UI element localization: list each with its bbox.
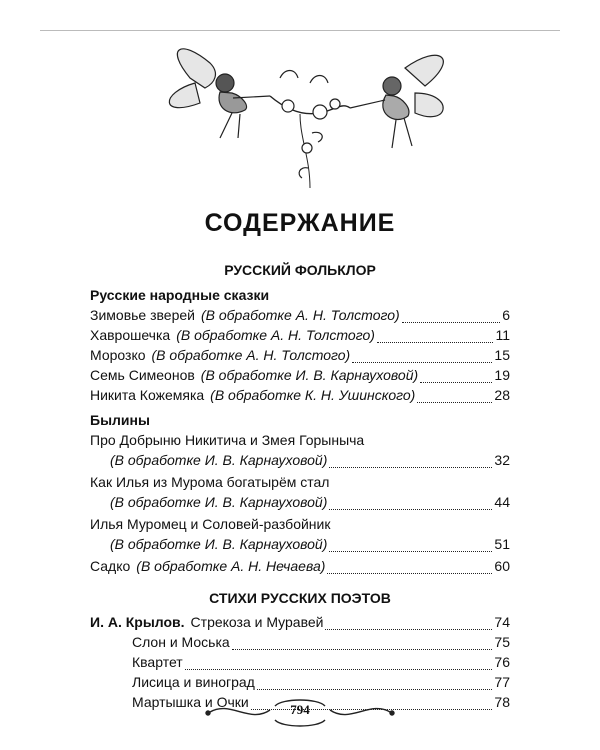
toc-entry[interactable] [90, 367, 510, 387]
toc-entry[interactable] [110, 536, 510, 556]
entry-note: (В обработке А. Н. Толстого) [151, 347, 351, 363]
entry-note: (В обработке И. В. Карнауховой) [110, 452, 328, 468]
toc-entry[interactable] [132, 634, 510, 654]
entry-title: Семь Симеонов [90, 367, 195, 383]
author-name: И. А. Крылов. [90, 614, 185, 630]
entry-page: 19 [494, 367, 510, 383]
entry-title: Стрекоза и Муравей [190, 614, 324, 630]
leader-dots [329, 497, 492, 510]
leader-dots [257, 677, 493, 690]
entry-page: 51 [494, 536, 510, 552]
entry-page: 28 [494, 387, 510, 403]
section-heading-poems: СТИХИ РУССКИХ ПОЭТОВ [209, 590, 391, 606]
toc-entry[interactable] [90, 347, 510, 367]
entry-page: 60 [494, 558, 510, 574]
header-rule [40, 30, 560, 31]
entry-title: Зимовье зверей [90, 307, 195, 323]
leader-dots [327, 561, 492, 574]
entry-title: Садко [90, 558, 131, 574]
toc-entry[interactable] [90, 387, 510, 407]
entry-page: 32 [494, 452, 510, 468]
entry-title[interactable]: Как Илья из Мурома богатырём стал [90, 474, 330, 490]
fairies-with-flower-branch-illustration [160, 38, 460, 208]
entry-page: 44 [494, 494, 510, 510]
leader-dots [352, 350, 492, 363]
entry-title: Мартышка и Очки [132, 694, 249, 710]
entry-page: 15 [494, 347, 510, 363]
page-number: 794 [290, 702, 310, 717]
entry-note: (В обработке И. В. Карнауховой) [110, 494, 328, 510]
leader-dots [420, 370, 492, 383]
entry-title: Слон и Моська [132, 634, 230, 650]
leader-dots [417, 390, 492, 403]
entry-title: Квартет [132, 654, 183, 670]
entry-note: (В обработке К. Н. Ушинского) [210, 387, 416, 403]
entry-page: 74 [494, 614, 510, 630]
subsection-heading-bylinas: Былины [90, 412, 150, 428]
entry-note: (В обработке И. В. Карнауховой) [110, 536, 328, 552]
leader-dots [325, 617, 492, 630]
leader-dots [377, 330, 494, 343]
entry-page: 78 [494, 694, 510, 710]
entry-note: (В обработке А. Н. Нечаева) [136, 558, 326, 574]
toc-entry[interactable] [90, 307, 510, 327]
entry-title: Лисица и виноград [132, 674, 255, 690]
leader-dots [329, 539, 492, 552]
entry-title: Хаврошечка [90, 327, 171, 343]
entry-note: (В обработке И. В. Карнауховой) [200, 367, 419, 383]
leader-dots [185, 657, 493, 670]
entry-title[interactable]: Илья Муромец и Соловей-разбойник [90, 516, 331, 532]
leader-dots [402, 310, 501, 323]
toc-entry[interactable] [132, 674, 510, 694]
entry-page: 75 [494, 634, 510, 650]
toc-entry[interactable] [90, 558, 510, 578]
toc-entry[interactable] [132, 654, 510, 674]
section-heading-folklore: РУССКИЙ ФОЛЬКЛОР [224, 262, 376, 278]
entry-note: (В обработке А. Н. Толстого) [200, 307, 400, 323]
entry-title: Никита Кожемяка [90, 387, 205, 403]
entry-title: Морозко [90, 347, 146, 363]
leader-dots [329, 455, 492, 468]
entry-page: 11 [495, 327, 510, 343]
leader-dots [232, 637, 493, 650]
entry-page: 76 [494, 654, 510, 670]
entry-title[interactable]: Про Добрыню Никитича и Змея Горыныча [90, 432, 365, 448]
subsection-heading-tales: Русские народные сказки [90, 287, 270, 303]
entry-page: 77 [494, 674, 510, 690]
toc-entry[interactable] [110, 452, 510, 472]
page-title: СОДЕРЖАНИЕ [204, 209, 396, 237]
entry-note: (В обработке А. Н. Толстого) [176, 327, 375, 343]
entry-page: 6 [502, 307, 510, 323]
toc-entry[interactable] [110, 494, 510, 514]
toc-entry[interactable] [90, 327, 510, 347]
toc-entry[interactable] [90, 614, 510, 634]
